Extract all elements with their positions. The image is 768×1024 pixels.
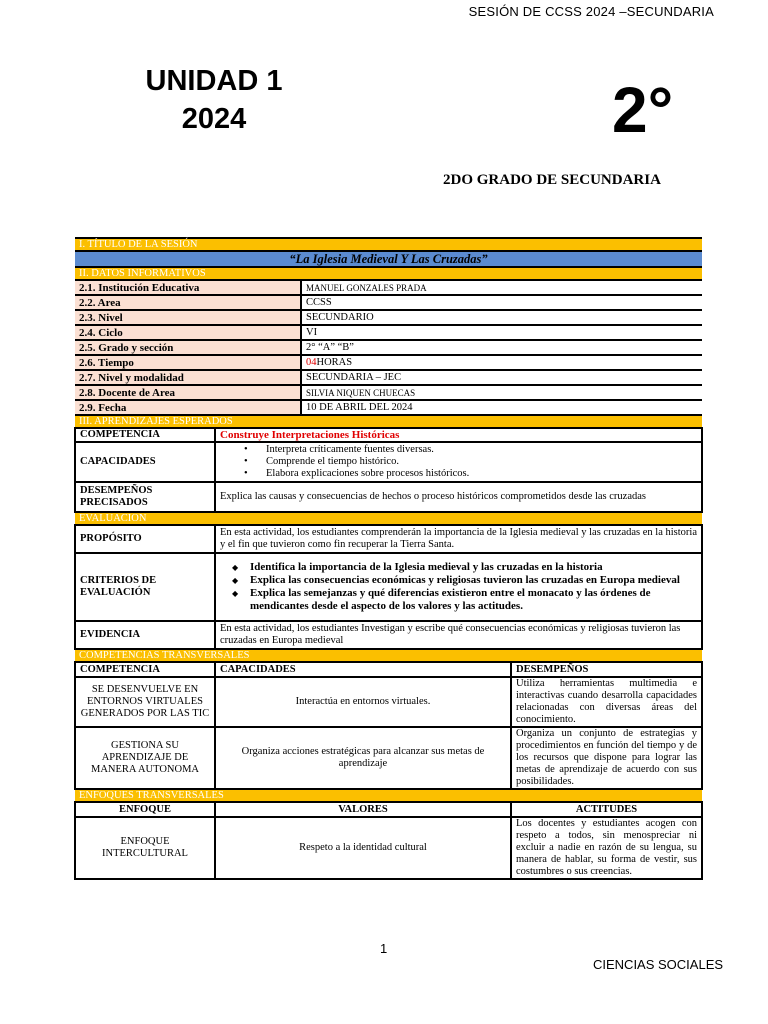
info-value: 10 DE ABRIL DEL 2024 bbox=[301, 400, 702, 415]
proposito-label: PROPÓSITO bbox=[75, 525, 215, 553]
info-row bbox=[75, 340, 702, 355]
info-label: 2.1. Institución Educativa bbox=[75, 280, 301, 295]
section-enfoques: ENFOQUES TRANSVERSALES bbox=[75, 789, 702, 802]
criterios-label-line: EVALUACIÓN bbox=[80, 587, 151, 598]
column-header: COMPETENCIA bbox=[75, 662, 215, 677]
section-aprendizajes: III. APRENDIZAJES ESPERADOS bbox=[75, 415, 702, 428]
unit-heading bbox=[140, 62, 288, 138]
info-row bbox=[75, 295, 702, 310]
column-header: CAPACIDADES bbox=[215, 662, 511, 677]
competencia-label: COMPETENCIA bbox=[75, 428, 215, 442]
unit-year: 2024 bbox=[181, 103, 247, 135]
list-item: • Interpreta críticamente fuentes diversas. bbox=[266, 444, 697, 456]
info-value bbox=[301, 355, 702, 370]
actitud-cell: Los docentes y estudiantes acogen con respeto a todos, sin menospreciar ni excluir a nadie en razón de su lengua, su manera de hablar, su forma de vestir, sus costumbres o sus creencias. bbox=[511, 817, 702, 879]
valor-cell: Respeto a la identidad cultural bbox=[215, 817, 511, 879]
list-item: ◆ Explica las consecuencias económicas y religiosas tuvieron las cruzadas en Europa medieval bbox=[250, 574, 697, 587]
column-header: DESEMPEÑOS bbox=[511, 662, 702, 677]
info-row bbox=[75, 400, 702, 415]
column-header: ENFOQUE bbox=[75, 802, 215, 817]
criterios-list bbox=[220, 561, 697, 613]
criterios-label bbox=[75, 553, 215, 621]
column-header: ACTITUDES bbox=[511, 802, 702, 817]
info-label: 2.7. Nivel y modalidad bbox=[75, 370, 301, 385]
desempeno-cell: Utiliza herramientas multimedia e interactivas cuando desarrolla capacidades relacionadas con diversas áreas del conocimiento. bbox=[511, 677, 702, 727]
section-evaluacion: EVALUACION bbox=[75, 512, 702, 525]
grade-number: 2° bbox=[612, 74, 674, 146]
list-item: ◆ Explica las semejanzas y qué diferencias existieron entre el monacato y las órdenes de mendicantes desde el aspecto de los valores y las actitudes. bbox=[250, 587, 697, 613]
info-label: 2.4. Ciclo bbox=[75, 325, 301, 340]
desempenos-label-line: DESEMPEÑOS bbox=[80, 485, 153, 496]
info-row bbox=[75, 355, 702, 370]
info-value: SECUNDARIO bbox=[301, 310, 702, 325]
grade-text: 2DO GRADO DE SECUNDARIA bbox=[443, 172, 661, 188]
list-item: • Comprende el tiempo histórico. bbox=[266, 456, 697, 468]
table-row bbox=[75, 677, 702, 727]
info-label: 2.9. Fecha bbox=[75, 400, 301, 415]
info-value: MANUEL GONZALES PRADA bbox=[301, 280, 702, 295]
desempenos-label-line: PRECISADOS bbox=[80, 497, 148, 508]
info-label: 2.8. Docente de Area bbox=[75, 385, 301, 400]
criterios-cell bbox=[215, 553, 702, 621]
capacidad-cell: Organiza acciones estratégicas para alcanzar sus metas de aprendizaje bbox=[215, 727, 511, 789]
list-item: ◆ Identifica la importancia de la Iglesia medieval y las cruzadas en la historia bbox=[250, 561, 697, 574]
competencia-cell: GESTIONA SU APRENDIZAJE DE MANERA AUTONOMA bbox=[75, 727, 215, 789]
session-title: “La Iglesia Medieval Y Las Cruzadas” bbox=[75, 251, 702, 267]
info-row bbox=[75, 370, 702, 385]
info-value: 2° “A” “B” bbox=[301, 340, 702, 355]
info-value: VI bbox=[301, 325, 702, 340]
capacidades-label: CAPACIDADES bbox=[75, 442, 215, 482]
section-datos: II. DATOS INFORMATIVOS bbox=[75, 267, 702, 280]
info-value: CCSS bbox=[301, 295, 702, 310]
info-label: 2.5. Grado y sección bbox=[75, 340, 301, 355]
list-item: • Elabora explicaciones sobre procesos históricos. bbox=[266, 468, 697, 480]
info-row bbox=[75, 310, 702, 325]
section-titulo: I. TÍTULO DE LA SESIÓN bbox=[75, 238, 702, 251]
capacidad-cell: Interactúa en entornos virtuales. bbox=[215, 677, 511, 727]
info-value: SILVIA NIQUEN CHUECAS bbox=[301, 385, 702, 400]
document-header: SESIÓN DE CCSS 2024 –SECUNDARIA bbox=[468, 4, 714, 19]
capacidades-list bbox=[220, 444, 697, 480]
proposito-value: En esta actividad, los estudiantes comprenderán la importancia de la Iglesia medieval y las cruzadas en la historia y el fin que tuvieron como fin recuperar la Tierra Santa. bbox=[215, 525, 702, 553]
info-row bbox=[75, 325, 702, 340]
info-label: 2.3. Nivel bbox=[75, 310, 301, 325]
evidencia-label: EVIDENCIA bbox=[75, 621, 215, 649]
unit-title: UNIDAD 1 bbox=[145, 65, 283, 97]
desempeno-cell: Organiza un conjunto de estrategias y procedimientos en función del tiempo y de los recursos que dispone para lograr las metas de aprendizaje de acuerdo con sus posibilidades. bbox=[511, 727, 702, 789]
section-transversales: COMPETENCIAS TRANSVERSALES bbox=[75, 649, 702, 662]
time-number: 04 bbox=[306, 356, 317, 368]
criterios-label-line: CRITERIOS DE bbox=[80, 575, 157, 586]
desempenos-label bbox=[75, 482, 215, 512]
info-label: 2.6. Tiempo bbox=[75, 355, 301, 370]
table-row bbox=[75, 727, 702, 789]
competencia-cell: SE DESENVUELVE EN ENTORNOS VIRTUALES GENERADOS POR LAS TIC bbox=[75, 677, 215, 727]
desempenos-value: Explica las causas y consecuencias de hechos o proceso históricos comprometidos desde las cruzadas bbox=[215, 482, 702, 512]
info-row bbox=[75, 385, 702, 400]
evidencia-value: En esta actividad, los estudiantes Investigan y escribe qué consecuencias económicas y religiosas tuvieron las cruzadas en Europa medieval bbox=[215, 621, 702, 649]
session-table bbox=[74, 237, 703, 880]
enfoque-cell: ENFOQUE INTERCULTURAL bbox=[75, 817, 215, 879]
competencia-value: Construye Interpretaciones Históricas bbox=[215, 428, 702, 442]
column-header: VALORES bbox=[215, 802, 511, 817]
footer-subject: CIENCIAS SOCIALES bbox=[593, 957, 724, 972]
page-number: 1 bbox=[380, 941, 388, 956]
time-unit: HORAS bbox=[316, 356, 353, 368]
info-label: 2.2. Area bbox=[75, 295, 301, 310]
table-row bbox=[75, 817, 702, 879]
info-value: SECUNDARIA – JEC bbox=[301, 370, 702, 385]
info-row bbox=[75, 280, 702, 295]
capacidades-cell bbox=[215, 442, 702, 482]
